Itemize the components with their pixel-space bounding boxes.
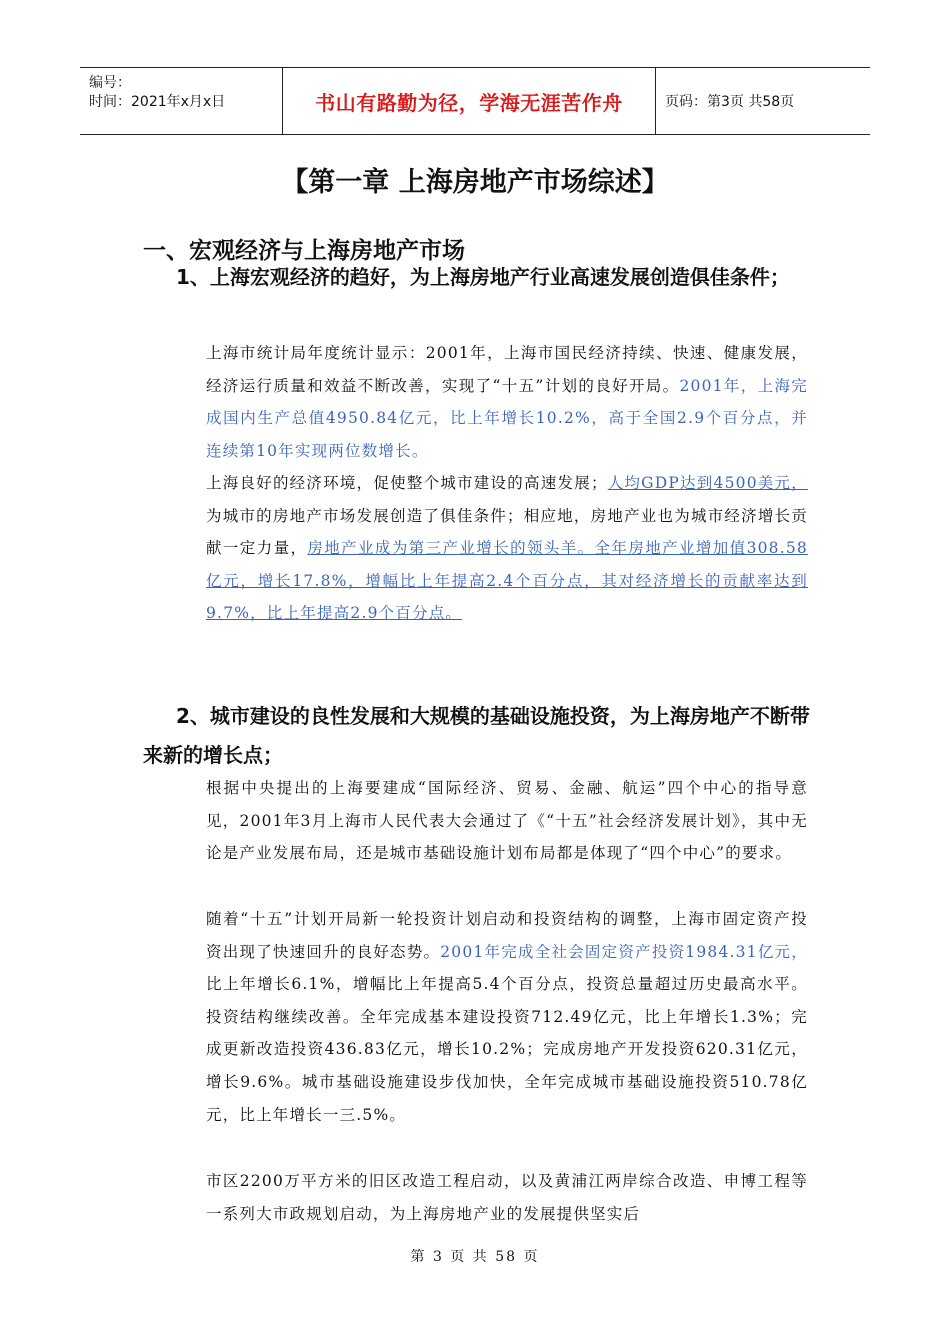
serial-label: 编号： <box>89 75 131 91</box>
page-header <box>80 67 870 135</box>
real-estate-growth-link[interactable]: 房地产业成为第三产业增长的领头羊。全年房地产业增加值308.58亿元，增长17.8%，增幅比上年提高2.4个百分点，其对经济增长的贡献率达到9.7%，比上年提高2.9个百分点。 <box>206 539 808 623</box>
header-meta <box>80 68 283 134</box>
gdp-per-capita-link[interactable]: 人均GDP达到4500美元， <box>607 474 808 492</box>
page-footer: 第 3 页 共 58 页 <box>410 1249 540 1265</box>
subsection-title-2: 2、城市建设的良性发展和大规模的基础设施投资，为上海房地产不断带来新的增长点； <box>143 704 810 767</box>
paragraph-5: 市区2200万平方米的旧区改造工程启动，以及黄浦江两岸综合改造、申博工程等一系列大市政规划启动，为上海房地产业的发展提供坚实后 <box>206 1172 808 1223</box>
paragraph-4-text-b: 比上年增长6.1%，增幅比上年提高5.4个百分点，投资总量超过历史最高水平。投资结构继续改善。全年完成基本建设投资712.49亿元，比上年增长1.3%；完成更新改造投资436.83亿元，增长10.2%；完成房地产开发投资620.31亿元，增长9.6%。城市基础设施建设步伐加快，全年完成城市基础设施投资510.78亿元，比上年增长一三.5%。 <box>206 975 808 1124</box>
paragraph-2-text-a: 上海良好的经济环境，促使整个城市建设的高速发展； <box>206 474 608 492</box>
paragraph-3: 根据中央提出的上海要建成“国际经济、贸易、金融、航运”四个中心的指导意见，2001年3月上海市人民代表大会通过了《“十五”社会经济发展计划》，其中无论是产业发展布局，还是城市基础设施计划布局都是体现了“四个中心”的要求。 <box>206 779 808 863</box>
paragraph-2 <box>206 467 808 630</box>
header-motto: 书山有路勤为径，学海无涯苦作舟 <box>283 68 656 134</box>
paragraph-1 <box>206 337 808 467</box>
highlight-gdp: 2001年，上海完成国内生产总值4950.84亿元，比上年增长10.2%，高于全国2.9个百分点，并连续第10年实现两位数增长。 <box>206 376 808 460</box>
chapter-title: 【第一章 上海房地产市场综述】 <box>281 167 669 198</box>
paragraph-1-text: 上海市统计局年度统计显示：2001年，上海市国民经济持续、快速、健康发展，经济运行质量和效益不断改善，实现了“十五”计划的良好开局。 <box>206 344 808 395</box>
paragraph-4-text-a: 随着“十五”计划开局新一轮投资计划启动和投资结构的调整，上海市固定资产投资出现了快速回升的良好态势。 <box>206 910 808 961</box>
paragraph-4 <box>206 903 808 1131</box>
header-page-info: 页码：第3页 共58页 <box>665 94 795 110</box>
section-title: 一、宏观经济与上海房地产市场 <box>143 238 465 264</box>
subsection-title-1: 1、上海宏观经济的趋好，为上海房地产行业高速发展创造俱佳条件； <box>176 265 790 289</box>
highlight-investment: 2001年完成全社会固定资产投资1984.31亿元， <box>440 942 808 961</box>
paragraph-2-text-b: 为城市的房地产市场发展创造了俱佳条件；相应地，房地产业也为城市经济增长贡献一定力量， <box>206 506 808 558</box>
time-label: 时间：2021年x月x日 <box>89 94 226 110</box>
